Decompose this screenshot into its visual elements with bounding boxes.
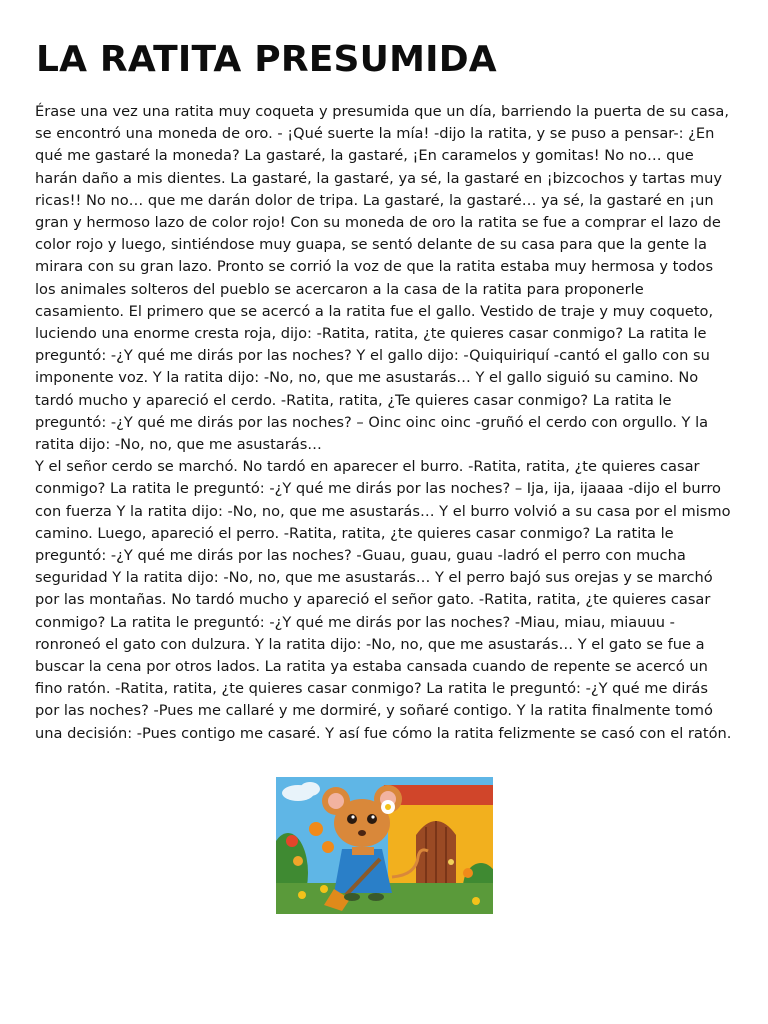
story-paragraph: Y el señor cerdo se marchó. No tardó en aparecer el burro. -Ratita, ratita, ¿te quieres casar conmigo? La ratita le preguntó: -¿Y qué me dirás por las noches? – Ija, ija, ijaaaa -dijo el burro con fuerza Y la ratita dijo: -No, no, que me asustarás… Y el burro volvió a su casa por el mismo camino. Luego, apareció el perro. -Ratita, ratita, ¿te quieres casar conmigo? La ratita le preguntó: -¿Y qué me dirás por las noches? -Guau, guau, guau -ladró el perro con mucha seguridad Y la ratita dijo: -No, no, que me asustarás… Y el perro bajó sus orejas y se marchó por las montañas. No tardó mucho y apareció el señor gato. -Ratita, ratita, ¿te quieres casar conmigo? La ratita le preguntó: -¿Y qué me dirás por las noches? -Miau, miau, miauuu -ronroneó el gato con dulzura. Y la ratita dijo: -No, no, que me asustarás… Y el gato se fue a buscar la cena por otros lados. La ratita ya estaba cansada cuando de repente se acercó un fino ratón. -Ratita, ratita, ¿te quieres casar conmigo? La ratita le preguntó: -¿Y qué me dirás por las noches? -Pues me callaré y me dormiré, y soñaré contigo. Y la ratita finalmente tomó una decisión: -Pues contigo me casaré. Y así fue cómo la ratita felizmente se casó con el ratón. [35,458,732,742]
mouse-dress [334,849,392,893]
mouse-with-broom-icon [276,777,493,914]
page-title: LA RATITA PRESUMIDA [36,39,497,80]
story-text [35,101,735,745]
story-paragraph: Érase una vez una ratita muy coqueta y presumida que un día, barriendo la puerta de su casa, se encontró una moneda de oro. - ¡Qué suerte la mía! -dijo la ratita, y se puso a pensar-: ¿En qué me gastaré la moneda? La gastaré, la gastaré, ¡En caramelos y gomitas! No no… que harán daño a mis dientes. La gastaré, la gastaré, ya sé, la gastaré en ¡bizcochos y tartas muy ricas!! No no… que me darán dolor de tripa. La gastaré, la gastaré… ya sé, la gastaré en ¡un gran y hermoso lazo de color rojo! Con su moneda de oro la ratita se fue a comprar el lazo de color rojo y luego, sintiéndose muy guapa, se sentó delante de su casa para que la gente la mirara con su gran lazo. Pronto se corrió la voz de que la ratita estaba muy hermosa y todos los animales solteros del pueblo se acercaron a la casa de la ratita para proponerle casamiento. El primero que se acercó a la ratita fue el gallo. Vestido de traje y muy coqueto, luciendo una enorme cresta roja, dijo: -Ratita, ratita, ¿te quieres casar conmigo? La ratita le preguntó: -¿Y qué me dirás por las noches? Y el gallo dijo: -Quiquiriquí -cantó el gallo con su imponente voz. Y la ratita dijo: -No, no, que me asustarás… Y el gallo siguió su camino. No tardó mucho y apareció el cerdo. -Ratita, ratita, ¿Te quieres casar conmigo? La ratita le preguntó: -¿Y qué me dirás por las noches? – Oinc oinc oinc -gruñó el cerdo con orgullo. Y la ratita dijo: -No, no, que me asustarás… [35,103,729,454]
story-illustration [276,777,493,914]
flower-icon [286,835,298,847]
